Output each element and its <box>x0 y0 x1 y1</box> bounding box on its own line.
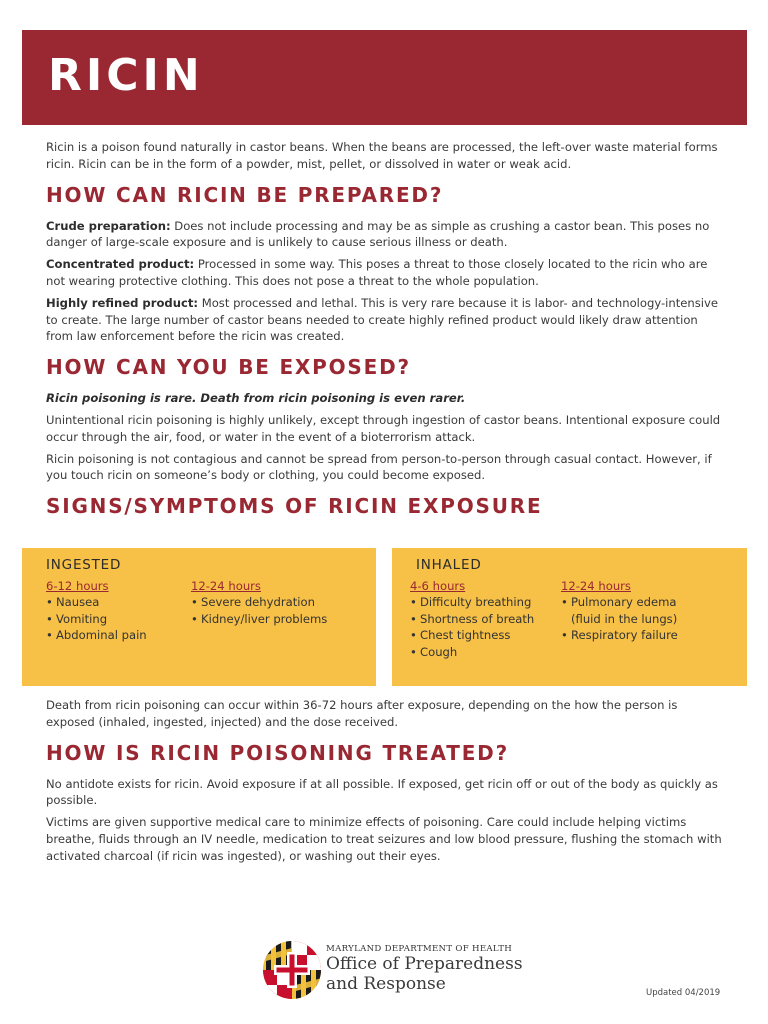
organization-block <box>326 944 523 994</box>
list-item: • Shortness of breath <box>410 611 550 628</box>
exposed-heading: HOW CAN YOU BE EXPOSED? <box>46 355 411 380</box>
prepared-heading: HOW CAN RICIN BE PREPARED? <box>46 182 444 207</box>
prepared-item-text: Does not include processing and may be as simple as crushing a castor bean. This poses no danger of large-scale exposure and is unlikely to cause serious illness or death. <box>46 218 710 250</box>
list-item: • Chest tightness <box>410 627 550 644</box>
inhaled-col-late <box>561 578 701 644</box>
exposed-paragraph: Unintentional ricin poisoning is highly unlikely, except through ingestion of castor beans. Intentional exposure could occur through the air, food, or water in the event of a bioterrorism attack. <box>46 412 721 444</box>
after-symptoms-content <box>46 697 726 870</box>
inhaled-title: INHALED <box>416 557 482 573</box>
prepared-item-text: Most processed and lethal. This is very rare because it is labor- and technology-intensive to create. The large number of castor beans needed to create highly refined product would likely draw attention from law enforcement before the ricin was created. <box>46 295 719 344</box>
list-item: • Severe dehydration <box>191 594 341 611</box>
exposed-paragraph: Ricin poisoning is not contagious and cannot be spread from person-to-person through casual contact. However, if you touch ricin on someone’s body or clothing, you could become exposed. <box>46 451 712 483</box>
list-item: • Respiratory failure <box>561 627 701 644</box>
list-item: • Nausea <box>46 594 226 611</box>
prepared-item <box>46 256 726 290</box>
prepared-item-label: Highly refined product: <box>46 295 199 310</box>
time-range: 12-24 hours <box>191 579 261 593</box>
intro-paragraph: Ricin is a poison found naturally in castor beans. When the beans are processed, the left-over waste material forms ricin. Ricin can be in the form of a powder, mist, pellet, or dissolved in water or weak acid. <box>46 140 718 171</box>
inhaled-panel <box>392 548 747 686</box>
office-name: Office of Preparedness <box>326 954 523 974</box>
time-range: 12-24 hours <box>561 579 631 593</box>
death-timeline-paragraph: Death from ricin poisoning can occur within 36-72 hours after exposure, depending on the how the person is exposed (inhaled, ingested, injected) and the dose received. <box>46 698 678 729</box>
list-item: • Pulmonary edema (fluid in the lungs) <box>561 594 701 627</box>
prepared-item-label: Crude preparation: <box>46 218 171 233</box>
maryland-flag-shield-icon <box>262 940 322 1000</box>
symptoms-heading: SIGNS/SYMPTOMS OF RICIN EXPOSURE <box>46 494 543 519</box>
time-range: 4-6 hours <box>410 579 466 593</box>
prepared-item-text: Processed in some way. This poses a threat to those closely located to the ricin who are not wearing protective clothing. This does not pose a threat to the whole population. <box>46 257 708 288</box>
list-item: • Kidney/liver problems <box>191 611 341 628</box>
prepared-item <box>46 218 726 252</box>
time-range: 6-12 hours <box>46 579 109 593</box>
department-name: MARYLAND DEPARTMENT OF HEALTH <box>326 944 513 954</box>
list-item: • Abdominal pain <box>46 627 226 644</box>
list-item: • Cough <box>410 644 550 661</box>
exposed-lead: Ricin poisoning is rare. Death from ricin poisoning is even rarer. <box>46 391 466 406</box>
treated-paragraph: No antidote exists for ricin. Avoid exposure if at all possible. If exposed, get ricin off or out of the body as quickly as possible. <box>46 776 718 808</box>
office-name: and Response <box>326 974 446 994</box>
main-content <box>46 139 726 529</box>
ingested-col-late <box>191 578 341 627</box>
treated-paragraph: Victims are given supportive medical care to minimize effects of poisoning. Care could include helping victims breathe, fluids through an IV needle, medication to treat seizures and low blood pressure, flushing the stomach with activated charcoal (if ricin was ingested), or washing out their eyes. <box>46 815 722 863</box>
title-banner <box>22 30 747 125</box>
ingested-title: INGESTED <box>46 557 122 573</box>
list-item: • Vomiting <box>46 611 226 628</box>
prepared-item-label: Concentrated product: <box>46 257 195 272</box>
symptoms-panels <box>22 548 747 686</box>
treated-heading: HOW IS RICIN POISONING TREATED? <box>46 740 509 765</box>
prepared-item <box>46 295 726 345</box>
ingested-panel <box>22 548 376 686</box>
updated-date: Updated 04/2019 <box>646 988 721 998</box>
list-item: • Difficulty breathing <box>410 594 550 611</box>
page-title: RICIN <box>48 50 204 101</box>
inhaled-col-early <box>410 578 550 660</box>
